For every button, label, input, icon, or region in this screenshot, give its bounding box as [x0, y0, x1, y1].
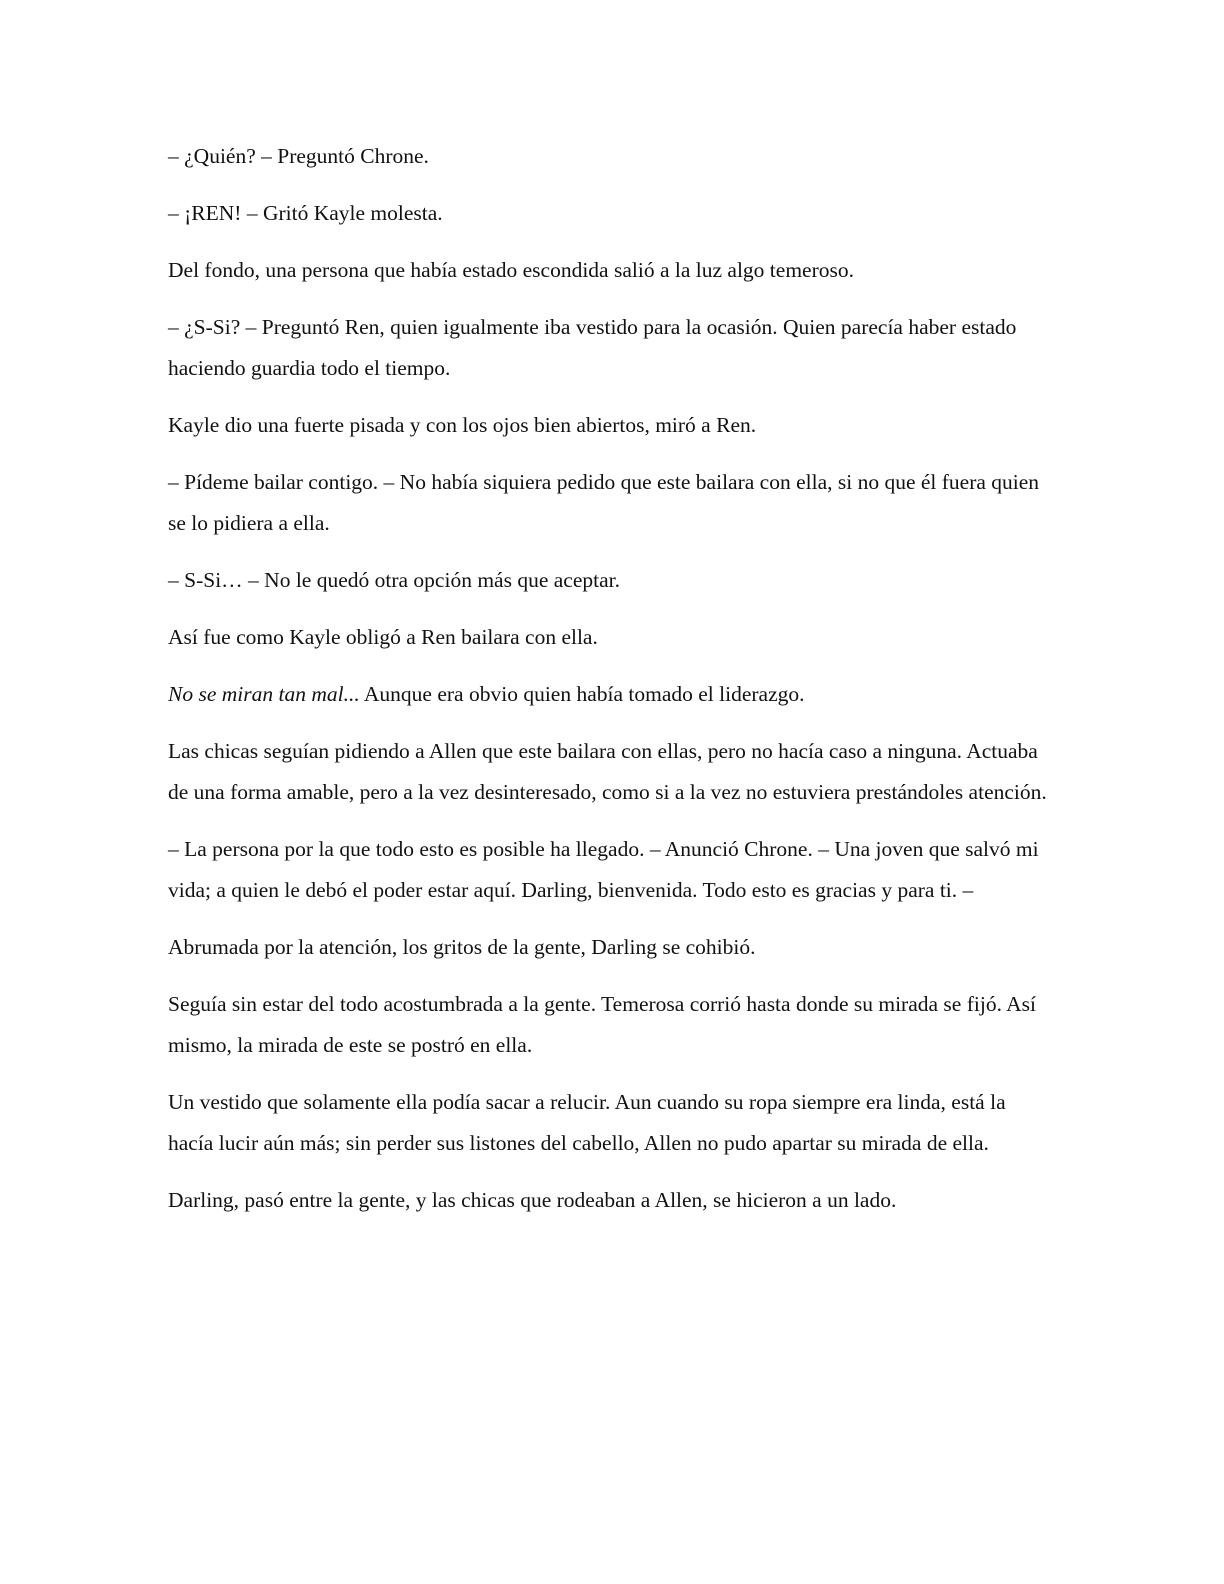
paragraph-8: Así fue como Kayle obligó a Ren bailara con ella.	[168, 625, 598, 649]
paragraph-11: – La persona por la que todo esto es posible ha llegado. – Anunció Chrone. – Una joven que salvó mi vida; a quien le debó el poder estar aquí. Darling, bienvenida. Todo esto es gracias y para ti. –	[168, 837, 1044, 902]
paragraph-12: Abrumada por la atención, los gritos de la gente, Darling se cohibió.	[168, 935, 756, 959]
paragraph-9	[168, 674, 1048, 715]
paragraph-7: – S-Si… – No le quedó otra opción más que aceptar.	[168, 568, 620, 592]
paragraph-6: – Pídeme bailar contigo. – No había siquiera pedido que este bailara con ella, si no que él fuera quien se lo pidiera a ella.	[168, 470, 1045, 535]
paragraph-5: Kayle dio una fuerte pisada y con los ojos bien abiertos, miró a Ren.	[168, 413, 757, 437]
paragraph-15: Darling, pasó entre la gente, y las chicas que rodeaban a Allen, se hicieron a un lado.	[168, 1188, 897, 1212]
paragraph-2: – ¡REN! – Gritó Kayle molesta.	[168, 201, 443, 225]
italic-thought: No se miran tan mal...	[168, 682, 360, 706]
paragraph-4: – ¿S-Si? – Preguntó Ren, quien igualmente iba vestido para la ocasión. Quien parecía haber estado haciendo guardia todo el tiempo.	[168, 315, 1022, 380]
paragraph-10: Las chicas seguían pidiendo a Allen que este bailara con ellas, pero no hacía caso a ninguna. Actuaba de una forma amable, pero a la vez desinteresado, como si a la vez no estuviera prestándoles atención.	[168, 739, 1047, 804]
paragraph-13: Seguía sin estar del todo acostumbrada a la gente. Temerosa corrió hasta donde su mirada se fijó. Así mismo, la mirada de este se postró en ella.	[168, 992, 1042, 1057]
paragraph-9-text: Aunque era obvio quien había tomado el liderazgo.	[359, 682, 805, 706]
paragraph-1: – ¿Quién? – Preguntó Chrone.	[168, 144, 429, 168]
paragraph-14: Un vestido que solamente ella podía sacar a relucir. Aun cuando su ropa siempre era linda, está la hacía lucir aún más; sin perder sus listones del cabello, Allen no pudo apartar su mirada de ella.	[168, 1090, 1011, 1155]
paragraph-3: Del fondo, una persona que había estado escondida salió a la luz algo temeroso.	[168, 258, 854, 282]
document-page	[168, 136, 1048, 1237]
